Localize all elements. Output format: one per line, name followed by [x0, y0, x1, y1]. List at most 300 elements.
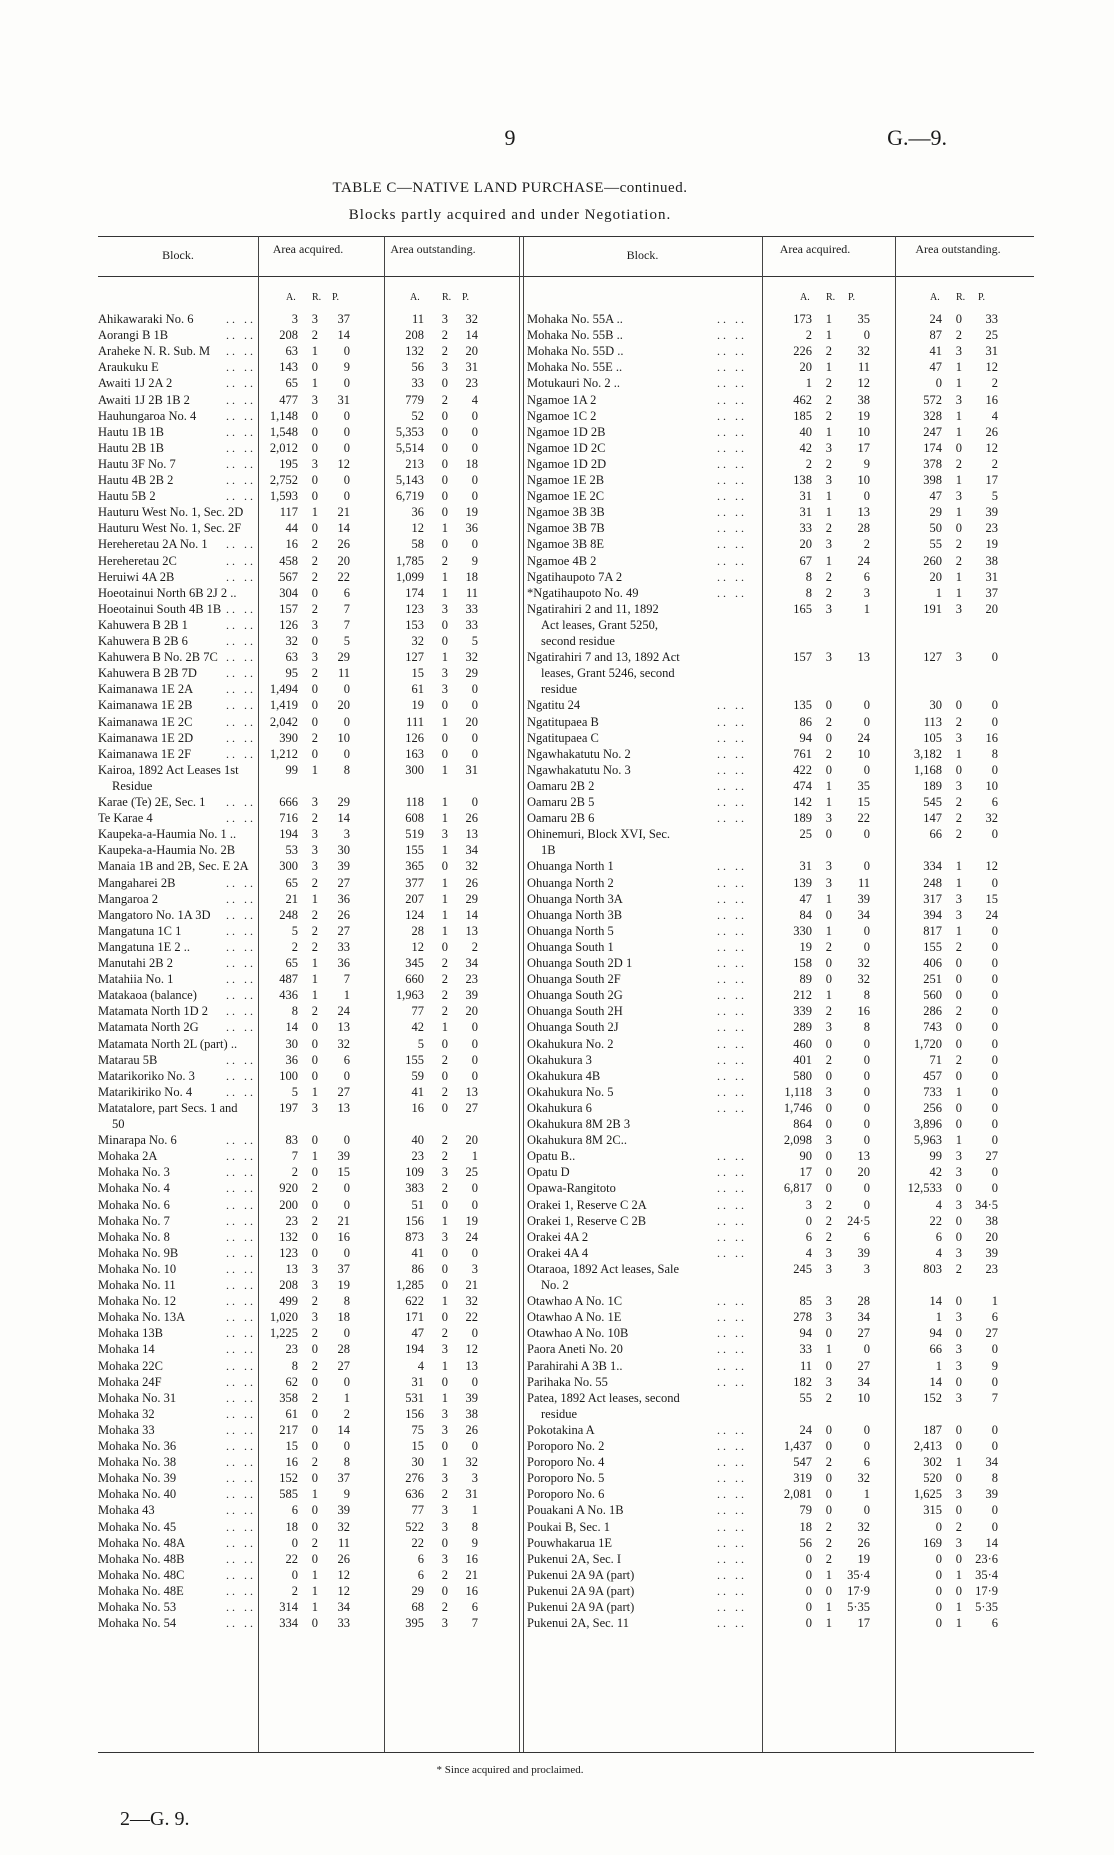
- outstanding-roods: 3: [955, 1245, 962, 1260]
- table-row: [527, 1262, 1034, 1278]
- outstanding-perches: 5: [991, 489, 998, 504]
- outstanding-acres: 213: [405, 456, 424, 471]
- outstanding-acres: 22: [411, 1535, 424, 1550]
- outstanding-roods: 2: [441, 1052, 448, 1067]
- table-row: [98, 1616, 519, 1632]
- outstanding-perches: 23: [465, 376, 478, 391]
- outstanding-perches: 0: [991, 1068, 998, 1083]
- outstanding-roods: 2: [955, 811, 962, 826]
- leader-dots: .. ..: [226, 1567, 256, 1582]
- outstanding-acres: 545: [923, 795, 942, 809]
- leader-dots: .. ..: [717, 328, 747, 343]
- outstanding-roods: 0: [955, 312, 962, 326]
- acquired-acres: 5: [291, 923, 298, 938]
- acquired-perches: 8: [863, 988, 870, 1003]
- acquired-roods: 2: [825, 714, 832, 729]
- block-name: Mohaka No. 54: [98, 1616, 177, 1631]
- outstanding-roods: 0: [955, 1551, 962, 1566]
- outstanding-perches: 0: [991, 1165, 998, 1180]
- table-row: [98, 988, 519, 1004]
- table-row: [527, 731, 1034, 747]
- acquired-roods: 0: [311, 1439, 318, 1453]
- leader-dots: .. ..: [717, 972, 747, 987]
- table-row: [527, 409, 1034, 425]
- outstanding-roods: 1: [441, 923, 448, 938]
- block-name: Okahukura 3: [527, 1052, 592, 1067]
- table-row: [98, 376, 519, 392]
- acquired-perches: 0: [343, 489, 350, 504]
- leader-dots: .. ..: [226, 440, 256, 455]
- acquired-roods: 2: [825, 521, 832, 536]
- outstanding-roods: 3: [441, 682, 448, 697]
- acquired-perches: 3: [863, 585, 870, 600]
- block-name: Ngamoe 1E 2C: [527, 489, 605, 504]
- acquired-roods: 2: [825, 1519, 832, 1534]
- acquired-perches: 39: [337, 1149, 350, 1164]
- acquired-roods: 0: [311, 1551, 318, 1566]
- outstanding-acres: 153: [405, 617, 424, 632]
- acquired-acres: 99: [285, 762, 298, 777]
- outstanding-roods: 1: [441, 1294, 448, 1309]
- acquired-roods: 3: [311, 827, 318, 842]
- acquired-roods: 0: [311, 746, 318, 761]
- outstanding-acres: 174: [923, 440, 942, 455]
- outstanding-roods: 0: [955, 988, 962, 1003]
- outstanding-perches: 32: [465, 1294, 478, 1309]
- outstanding-roods: 2: [955, 328, 962, 343]
- acquired-acres: 2,081: [783, 1487, 812, 1502]
- acquired-perches: 30: [337, 843, 350, 858]
- acquired-perches: 1: [863, 601, 870, 616]
- acquired-perches: 27: [337, 923, 350, 938]
- outstanding-perches: 17·9: [975, 1583, 998, 1598]
- outstanding-roods: 2: [955, 456, 962, 471]
- block-name: No. 2: [541, 1278, 569, 1292]
- table-row: [98, 924, 519, 940]
- acquired-perches: 32: [337, 1036, 350, 1051]
- leader-dots: .. ..: [717, 1455, 747, 1470]
- acquired-acres: 84: [799, 907, 812, 922]
- acquired-acres: 2,042: [269, 714, 298, 729]
- outstanding-roods: 2: [441, 1004, 448, 1019]
- table-row: [527, 537, 1034, 553]
- block-name: Matamata North 1D 2: [98, 1004, 209, 1019]
- leader-dots: .. ..: [717, 408, 747, 423]
- acquired-roods: 1: [825, 360, 832, 375]
- block-name: Hautu 5B 2: [98, 489, 156, 504]
- acquired-perches: 0: [863, 328, 870, 343]
- acquired-acres: 567: [279, 569, 298, 584]
- acquired-perches: 0: [343, 344, 350, 359]
- leader-dots: .. ..: [226, 1503, 256, 1518]
- leader-dots: .. ..: [226, 972, 256, 987]
- leader-dots: .. ..: [717, 811, 747, 826]
- outstanding-acres: 334: [923, 859, 942, 874]
- header-bottom-rule: [98, 276, 1034, 277]
- block-name: Mangatuna 1E 2 ..: [98, 939, 190, 954]
- outstanding-roods: 2: [955, 795, 962, 809]
- leader-dots: .. ..: [717, 1326, 747, 1341]
- table-row: [98, 1198, 519, 1214]
- acquired-perches: 28: [857, 1294, 870, 1309]
- outstanding-perches: 39: [985, 505, 998, 520]
- outstanding-perches: 0: [471, 795, 478, 809]
- outstanding-roods: 1: [955, 1133, 962, 1148]
- outstanding-acres: 560: [923, 988, 942, 1003]
- acquired-perches: 34: [857, 1310, 870, 1325]
- acquired-perches: 19: [337, 1278, 350, 1292]
- leader-dots: .. ..: [226, 891, 256, 906]
- leader-dots: .. ..: [226, 392, 256, 407]
- acquired-perches: 12: [337, 1583, 350, 1598]
- acquired-acres: 1,225: [269, 1326, 298, 1341]
- block-name: Awaiti 1J 2B 1B 2: [98, 392, 190, 407]
- acquired-perches: 0: [343, 1181, 350, 1196]
- leader-dots: .. ..: [226, 1229, 256, 1244]
- acquired-perches: 28: [337, 1342, 350, 1357]
- block-name: Kaupeka-a-Haumia No. 1 ..: [98, 827, 237, 842]
- outstanding-acres: 383: [405, 1181, 424, 1196]
- outstanding-perches: 32: [465, 859, 478, 874]
- table-row: [98, 505, 519, 521]
- outstanding-roods: 0: [441, 537, 448, 552]
- outstanding-perches: 32: [465, 1455, 478, 1470]
- leader-dots: .. ..: [226, 344, 256, 359]
- outstanding-roods: 1: [955, 1600, 962, 1614]
- acquired-perches: 12: [337, 456, 350, 471]
- leader-dots: .. ..: [226, 1342, 256, 1357]
- acquired-roods: 0: [311, 1519, 318, 1534]
- acquired-acres: 142: [793, 795, 812, 809]
- table-row: [98, 940, 519, 956]
- acquired-acres: 65: [285, 376, 298, 391]
- outstanding-perches: 39: [465, 1390, 478, 1405]
- acquired-perches: 17: [857, 1616, 870, 1631]
- leader-dots: .. ..: [226, 456, 256, 471]
- acquired-perches: 0: [863, 1133, 870, 1148]
- table-row: [527, 1004, 1034, 1020]
- acquired-perches: 26: [337, 907, 350, 922]
- leader-dots: .. ..: [717, 1165, 747, 1180]
- acquired-perches: 20: [337, 553, 350, 568]
- leader-dots: .. ..: [717, 1068, 747, 1083]
- table-row: [527, 1391, 1034, 1407]
- outstanding-roods: 3: [955, 730, 962, 745]
- acquired-acres: 21: [285, 891, 298, 906]
- table-row: [527, 570, 1034, 586]
- block-name: Hauturu West No. 1, Sec. 2D: [98, 505, 244, 520]
- block-name: Orakei 1, Reserve C 2A: [527, 1197, 647, 1212]
- outstanding-roods: 0: [955, 1117, 962, 1131]
- outstanding-roods: 3: [441, 1519, 448, 1534]
- outstanding-acres: 5: [417, 1036, 424, 1051]
- acquired-roods: 2: [311, 1213, 318, 1228]
- acquired-perches: 37: [337, 312, 350, 326]
- block-name: leases, Grant 5246, second: [541, 666, 675, 681]
- acquired-perches: 29: [337, 795, 350, 809]
- acquired-acres: 31: [799, 505, 812, 520]
- outstanding-acres: 29: [411, 1583, 424, 1598]
- outstanding-acres: 608: [405, 811, 424, 826]
- outstanding-acres: 52: [411, 408, 424, 423]
- block-name: Mohaka No. 3: [98, 1165, 170, 1180]
- acquired-roods: 1: [311, 988, 318, 1003]
- block-name: residue: [541, 1406, 578, 1421]
- acquired-roods: 2: [311, 1181, 318, 1196]
- table-row: [527, 505, 1034, 521]
- leader-dots: .. ..: [226, 1149, 256, 1164]
- leader-dots: .. ..: [717, 907, 747, 922]
- leader-dots: .. ..: [226, 666, 256, 681]
- leader-dots: .. ..: [717, 553, 747, 568]
- table-row: [98, 1536, 519, 1552]
- acquired-perches: 26: [337, 1551, 350, 1566]
- acquired-roods: 0: [311, 1133, 318, 1148]
- acquired-acres: 0: [291, 1535, 298, 1550]
- leader-dots: .. ..: [717, 521, 747, 536]
- outstanding-roods: 3: [955, 601, 962, 616]
- block-name: Parihaka No. 55: [527, 1374, 608, 1389]
- leader-dots: .. ..: [717, 424, 747, 439]
- acquired-perches: 0: [343, 714, 350, 729]
- acquired-roods: 0: [311, 714, 318, 729]
- block-name: Ngamoe 1D 2D: [527, 456, 607, 471]
- unit-label-r: R.: [956, 292, 966, 303]
- acquired-acres: 25: [799, 827, 812, 842]
- acquired-acres: 6: [291, 1503, 298, 1518]
- acquired-acres: 31: [799, 489, 812, 504]
- block-name: Minarapa No. 6: [98, 1133, 177, 1148]
- outstanding-perches: 33: [465, 601, 478, 616]
- outstanding-roods: 3: [955, 778, 962, 793]
- table-row: [527, 1020, 1034, 1036]
- acquired-acres: 32: [285, 634, 298, 648]
- outstanding-roods: 1: [955, 1616, 962, 1631]
- acquired-acres: 8: [291, 1358, 298, 1373]
- acquired-perches: 26: [337, 537, 350, 552]
- acquired-acres: 212: [793, 988, 812, 1003]
- leader-dots: .. ..: [717, 1084, 747, 1099]
- acquired-roods: 2: [825, 1535, 832, 1550]
- acquired-roods: 2: [311, 666, 318, 681]
- acquired-acres: 100: [279, 1068, 298, 1083]
- table-row: [527, 1165, 1034, 1181]
- table-row: [527, 1455, 1034, 1471]
- outstanding-perches: 13: [465, 1358, 478, 1373]
- acquired-roods: 0: [825, 1068, 832, 1083]
- acquired-roods: 2: [825, 376, 832, 391]
- leader-dots: .. ..: [226, 1471, 256, 1486]
- acquired-acres: 132: [279, 1229, 298, 1244]
- outstanding-acres: 155: [405, 1052, 424, 1067]
- block-name: Ohuanga South 2G: [527, 988, 623, 1003]
- outstanding-perches: 0: [471, 1068, 478, 1083]
- outstanding-acres: 1,285: [395, 1278, 424, 1292]
- leader-dots: .. ..: [226, 1326, 256, 1341]
- table-row: [527, 1326, 1034, 1342]
- outstanding-roods: 1: [955, 923, 962, 938]
- acquired-acres: 158: [793, 956, 812, 970]
- block-name: Te Karae 4: [98, 811, 153, 826]
- outstanding-acres: 317: [923, 891, 942, 906]
- block-name: residue: [541, 682, 578, 697]
- outstanding-perches: 9: [471, 553, 478, 568]
- leader-dots: .. ..: [717, 440, 747, 455]
- block-name: Kaimanawa 1E 2D: [98, 730, 194, 745]
- outstanding-roods: 0: [955, 1068, 962, 1083]
- outstanding-acres: 36: [411, 505, 424, 520]
- outstanding-perches: 33: [985, 312, 998, 326]
- outstanding-acres: 19: [411, 698, 424, 713]
- outstanding-perches: 12: [985, 360, 998, 375]
- outstanding-acres: 15: [411, 1439, 424, 1453]
- acquired-acres: 13: [285, 1261, 298, 1276]
- acquired-perches: 17·9: [847, 1583, 870, 1598]
- outstanding-roods: 2: [441, 1149, 448, 1164]
- outstanding-perches: 1: [471, 1503, 478, 1518]
- outstanding-acres: 260: [923, 553, 942, 568]
- outstanding-roods: 2: [441, 344, 448, 359]
- acquired-perches: 12: [857, 376, 870, 391]
- leader-dots: .. ..: [717, 473, 747, 487]
- outstanding-acres: 572: [923, 392, 942, 407]
- table-row: [98, 682, 519, 698]
- table-row: [527, 1600, 1034, 1616]
- outstanding-roods: 0: [955, 1422, 962, 1437]
- leader-dots: .. ..: [226, 1616, 256, 1631]
- acquired-roods: 3: [825, 1310, 832, 1325]
- block-name: Hoeotainui South 4B 1B: [98, 601, 222, 616]
- leader-dots: .. ..: [717, 1294, 747, 1309]
- outstanding-perches: 3: [471, 1471, 478, 1486]
- outstanding-acres: 522: [405, 1519, 424, 1534]
- block-name: Pukenui 2A 9A (part): [527, 1583, 635, 1598]
- acquired-roods: 0: [311, 634, 318, 648]
- outstanding-acres: 1,720: [913, 1036, 942, 1051]
- outstanding-acres: 30: [929, 698, 942, 713]
- acquired-roods: 1: [311, 1149, 318, 1164]
- outstanding-roods: 1: [441, 891, 448, 906]
- outstanding-roods: 0: [955, 1326, 962, 1341]
- block-name: Opatu B..: [527, 1149, 576, 1164]
- outstanding-perches: 0: [471, 1197, 478, 1212]
- acquired-perches: 19: [857, 1551, 870, 1566]
- outstanding-acres: 406: [923, 956, 942, 970]
- table-row: [98, 521, 519, 537]
- outstanding-acres: 6: [417, 1551, 424, 1566]
- block-name: Ngamoe 1D 2B: [527, 424, 606, 439]
- leader-dots: .. ..: [717, 1245, 747, 1260]
- outstanding-roods: 0: [441, 1310, 448, 1325]
- outstanding-perches: 23·6: [975, 1551, 998, 1566]
- table-row: [98, 1503, 519, 1519]
- block-name: Mohaka 32: [98, 1406, 155, 1421]
- outstanding-perches: 26: [465, 1422, 478, 1437]
- outstanding-perches: 0: [471, 473, 478, 487]
- outstanding-acres: 32: [411, 634, 424, 648]
- block-name: Ohuanga South 2H: [527, 1004, 623, 1019]
- block-name: Otaraoa, 1892 Act leases, Sale: [527, 1261, 680, 1276]
- acquired-perches: 0: [863, 489, 870, 504]
- leader-dots: .. ..: [226, 617, 256, 632]
- outstanding-acres: 109: [405, 1165, 424, 1180]
- acquired-acres: 436: [279, 988, 298, 1003]
- table-row: [527, 682, 1034, 698]
- outstanding-roods: 1: [441, 875, 448, 890]
- acquired-perches: 32: [857, 1471, 870, 1486]
- leader-dots: .. ..: [226, 1213, 256, 1228]
- table-row: [527, 1294, 1034, 1310]
- outstanding-roods: 3: [955, 1149, 962, 1164]
- acquired-roods: 1: [825, 988, 832, 1003]
- acquired-perches: 0: [343, 424, 350, 439]
- leader-dots: .. ..: [717, 1020, 747, 1035]
- outstanding-perches: 0: [471, 408, 478, 423]
- leader-dots: .. ..: [226, 1310, 256, 1325]
- block-name: Matarikiriko No. 4: [98, 1084, 193, 1099]
- table-row: [527, 1471, 1034, 1487]
- table-row: [98, 570, 519, 586]
- outstanding-acres: 6: [935, 1229, 942, 1244]
- acquired-roods: 1: [825, 489, 832, 504]
- block-name: Mohaka No. 48B: [98, 1551, 185, 1566]
- acquired-perches: 0: [343, 1439, 350, 1453]
- leader-dots: .. ..: [226, 988, 256, 1003]
- outstanding-acres: 132: [405, 344, 424, 359]
- acquired-roods: 1: [825, 505, 832, 520]
- table-row: [527, 1520, 1034, 1536]
- block-name: Araheke N. R. Sub. M: [98, 344, 211, 359]
- block-name: Poukai B, Sec. 1: [527, 1519, 610, 1534]
- acquired-acres: 22: [285, 1551, 298, 1566]
- acquired-acres: 62: [285, 1374, 298, 1389]
- block-name: Poroporo No. 4: [527, 1455, 605, 1470]
- table-row: [527, 650, 1034, 666]
- acquired-roods: 1: [311, 1487, 318, 1502]
- acquired-perches: 14: [337, 811, 350, 826]
- leader-dots: .. ..: [717, 360, 747, 375]
- block-name: second residue: [541, 634, 615, 648]
- acquired-perches: 0: [343, 1068, 350, 1083]
- block-name: Ngamoe 3B 7B: [527, 521, 605, 536]
- outstanding-perches: 32: [465, 650, 478, 665]
- block-name: Mohaka No. 48E: [98, 1583, 184, 1598]
- outstanding-perches: 29: [465, 666, 478, 681]
- outstanding-perches: 0: [991, 988, 998, 1003]
- outstanding-roods: 1: [441, 811, 448, 826]
- acquired-perches: 32: [337, 1519, 350, 1534]
- acquired-perches: 1: [343, 988, 350, 1003]
- block-name: Mohaka No. 48C: [98, 1567, 185, 1582]
- acquired-roods: 2: [311, 1390, 318, 1405]
- block-name: Otawhao A No. 1C: [527, 1294, 623, 1309]
- acquired-perches: 27: [857, 1326, 870, 1341]
- outstanding-acres: 519: [405, 827, 424, 842]
- outstanding-acres: 1: [935, 1358, 942, 1373]
- outstanding-acres: 56: [411, 360, 424, 375]
- acquired-acres: 4: [805, 1245, 812, 1260]
- acquired-perches: 6: [343, 585, 350, 600]
- acquired-roods: 2: [311, 730, 318, 745]
- outstanding-roods: 1: [441, 1390, 448, 1405]
- block-name: Motukauri No. 2 ..: [527, 376, 621, 391]
- outstanding-roods: 0: [955, 1374, 962, 1389]
- table-row: [527, 1359, 1034, 1375]
- table-row: [527, 376, 1034, 392]
- acquired-roods: 0: [311, 1422, 318, 1437]
- acquired-acres: 117: [279, 505, 298, 520]
- table-row: [527, 1101, 1034, 1117]
